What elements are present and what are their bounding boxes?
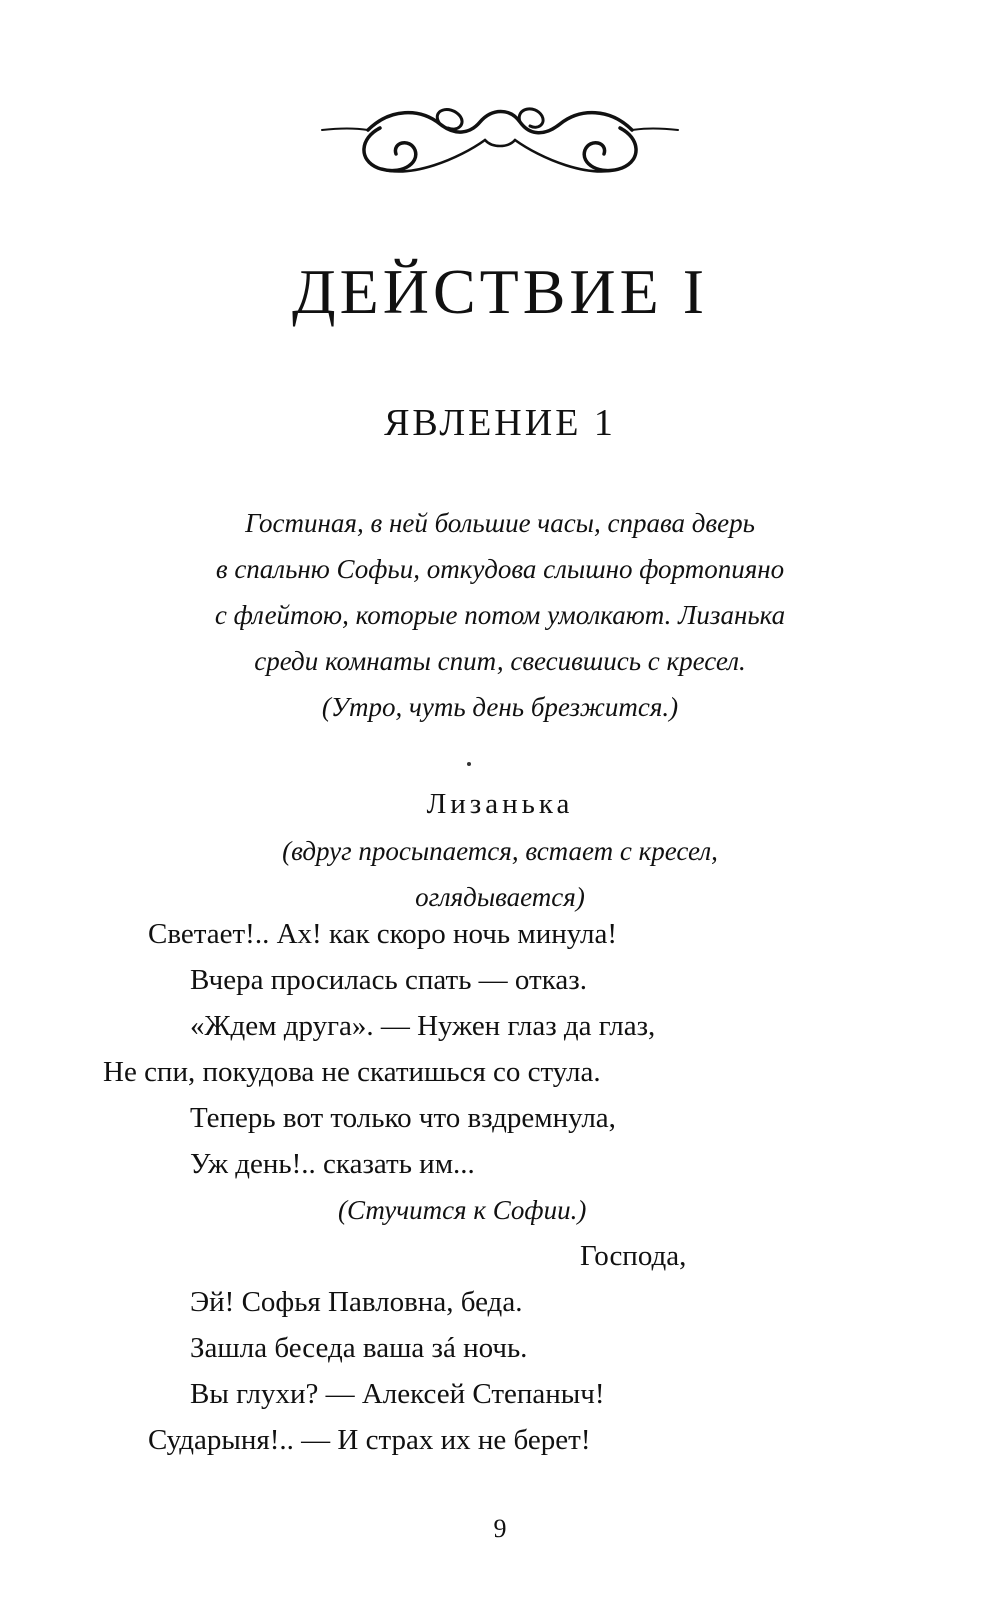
verse-line: Уж день!.. сказать им... <box>190 1148 475 1180</box>
verse-line: Светает!.. Ах! как скоро ночь минула! <box>148 918 617 950</box>
verse-line: Зашла беседа ваша зá ночь. <box>190 1332 528 1364</box>
verse-line: Вчера просилась спать — отказ. <box>190 964 587 996</box>
verse-line: Не спи, покудова не скатишься со стула. <box>103 1056 601 1088</box>
stage-direction-line: с флейтою, которые потом умолкают. Лизанька <box>214 600 786 630</box>
scene-title: ЯВЛЕНИЕ 1 <box>384 402 616 444</box>
verse-stage-direction: (Стучится к Софии.) <box>338 1195 587 1225</box>
stage-direction-line: (Утро, чуть день брезжится.) <box>321 692 679 722</box>
speaker-name: Лизанька <box>426 788 574 820</box>
stage-direction <box>0 500 1000 730</box>
stage-direction-line: в спальню Софьи, откудова слышно фортопияно <box>215 554 785 584</box>
verse-line: Вы глухи? — Алексей Степаныч! <box>190 1378 605 1410</box>
speaker-direction <box>0 828 1000 920</box>
verse-line: Господа, <box>580 1240 687 1272</box>
print-speck <box>467 762 471 766</box>
page-number: 9 <box>493 1514 507 1543</box>
stage-direction-line: среди комнаты спит, свесившись с кресел. <box>254 646 746 676</box>
speaker-direction-line: (вдруг просыпается, встает с кресел, <box>282 836 718 866</box>
stage-direction-line: Гостиная, в ней большие часы, справа дверь <box>245 508 755 538</box>
verse-line: Теперь вот только что вздремнула, <box>190 1102 616 1134</box>
verse-line: «Ждем друга». — Нужен глаз да глаз, <box>190 1010 656 1042</box>
decorative-flourish-icon <box>320 98 680 188</box>
verse-line: Эй! Софья Павловна, беда. <box>190 1286 523 1318</box>
speaker-direction-line: оглядывается) <box>415 882 585 912</box>
act-title: ДЕЙСТВИЕ I <box>291 256 709 327</box>
verse-line: Сударыня!.. — И страх их не берет! <box>148 1424 591 1456</box>
